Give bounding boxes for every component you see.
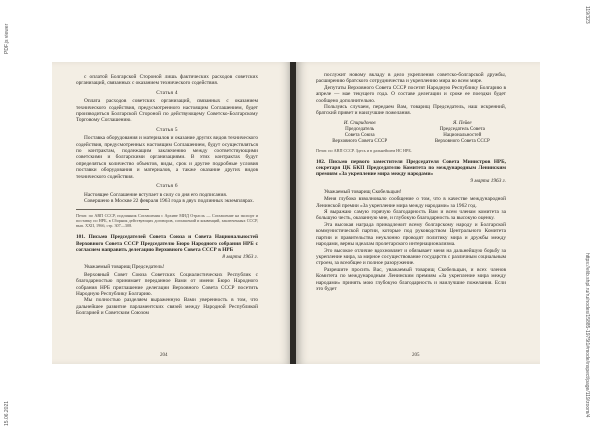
signature-block [316, 121, 506, 145]
left-page-text [76, 74, 258, 317]
footnote: Печат. по АВП СССР. Здесь и в дальнейшем НС НРБ. [316, 147, 412, 153]
signer-role: Совета Союза [344, 132, 375, 138]
paragraph: Верховный Совет Союза Советских Социалистических Республик с благодарностью принимает переданное Вами от имени Бюро Народного собрания НРБ приглашение делегации Верховного Совета СССР посетить Народную Республику Болгарию. [76, 271, 258, 297]
signer-name: Я. Пейве [453, 120, 472, 126]
book-spread [52, 62, 540, 364]
paragraph: Совершено в Москве 22 февраля 1963 года в двух подлинных экземплярах. [84, 197, 254, 204]
signature-left [316, 121, 403, 145]
source-url-margin[interactable]: https://elib.shpl.ru/ru/nodes/15885-1975t1#mode/inspect/page/119/zoom/4 [584, 253, 590, 418]
paragraph: Это высокое отличие вдохновляет и обязывает меня на дальнейшую борьбу за укрепление мира, за мирное сосуществование государств с различным социальным строем, за всеобщее и полное разоружение. [316, 247, 506, 267]
document-date: 8 марта 1963 г. [222, 253, 258, 260]
paragraph: Оплата расходов советских организаций, связанных с оказанием технического содействия, предусмотренного настоящим Соглашением, будет производиться Болгарской Стороной по действующему Советско-Болгарскому Торговому Соглашению. [76, 98, 258, 124]
article-heading: Статья 6 [156, 183, 178, 190]
paragraph: Настоящее Соглашение вступает в силу со дня его подписания. [84, 191, 228, 198]
signature-right [419, 121, 506, 145]
left-page [52, 62, 292, 364]
right-page-text [316, 72, 506, 292]
right-page [296, 62, 540, 364]
signer-role: Председатель [345, 126, 375, 132]
paragraph: Я выражаю самую горячую благодарность Вам и всем членам комитета за большую честь, оказанную мне, и глубокую благодарность за высокую оценку. [316, 209, 506, 222]
paragraph: Эта высокая награда принадлежит всему болгарскому народу и Болгарской коммунистической партии, которые под руководством Центрального Комитета партии и правительства неуклонно проводят политику мира и дружбы между народами, верны идеалам пролетарского интернационализма. [316, 221, 506, 248]
page-counter-margin: 119/323 [584, 6, 590, 24]
greeting: Уважаемый товарищ Председатель! [84, 264, 165, 271]
paragraph: с оплатой Болгарской Стороной лишь фактических расходов советских организаций, связанных с оказанием технического содействия. [76, 74, 258, 87]
paragraph: Поставка оборудования и материалов и оказание других видов технического содействия, предусмотренных настоящим Соглашением, будут осуществляться по контрактам, подлежащим заключению между соответствующими советскими и болгарскими организациями. В этих контрактах будут определяться количество объектов, виды, срок и другие подробные условия поставки оборудования и материалов, а также оказание других видов технического содействия. [76, 135, 258, 180]
paragraph: Разрешите просить Вас, уважаемый товарищ Скобельцын, и всех членов Комитета по международным Ленинским премиям «За укрепление мира между народами» принять мою глубокую благодарность и наилучшие пожелания. Если это будет [316, 266, 506, 292]
signer-role: Верховного Совета СССР [434, 138, 490, 144]
print-date-margin: 15.06.2021 [4, 400, 10, 426]
signer-role: Председатель Совета [439, 126, 485, 132]
paragraph: Меня глубоко взволновало сообщение о том, что в качестве международной Ленинской премии «За укрепление мира между народами» за 1962 год. [316, 196, 506, 209]
paragraph: послужит новому вкладу в дело укрепления советско-болгарской дружбы, расширению братского сотрудничества и укреплению мира во всем мире. [316, 72, 506, 85]
document-title: 102. Письмо первого заместителя Председателя Совета Министров НРБ, секретаря ЦК БКП Председателю Комитета по международным Ленинским премиям «За укрепление мира между народами» [316, 158, 506, 178]
signer-name: И. Спиридонов [343, 120, 376, 126]
footnote-divider [76, 209, 149, 210]
footnote: Печат. по АВП СССР, подлинник Соглашения с Архиве МИД Отрасль — Соглашение на экспорт и поставку по НРБ, в Сборник действующих договоров, соглашений и конвенций, заключенных СССР, вып. XXII, 1966, стр. 307—308. [76, 213, 258, 229]
page-number: 204 [160, 353, 168, 358]
paragraph: Пользуясь случаем, передаем Вам, товарищ Председатель, наш искренний, братский привет и наилучшие пожелания. [316, 104, 506, 117]
document-title: 101. Письмо Председателей Совета Союза и Совета Национальностей Верховного Совета СССР Председателю Бюро Народного собрания НРБ с согласием направить делегацию Верховного Совета СССР в НРБ [76, 234, 258, 253]
article-heading: Статья 4 [156, 89, 178, 96]
viewer-title-margin: PDF.js viewer [4, 23, 10, 54]
paragraph: Депутаты Верховного Совета СССР посетят Народную Республику Болгарию в апреле — мае текущего года. О составе делегации и сроке ее поездки будет сообщено дополнительно. [316, 84, 506, 104]
article-heading: Статья 5 [156, 126, 178, 133]
signer-role: Верховного Совета СССР [332, 138, 388, 144]
document-date: 9 марта 1963 г. [470, 178, 506, 185]
signer-role: Национальностей [443, 132, 482, 138]
paragraph: Мы полностью разделяем выраженную Вами уверенность в том, что дальнейшее развитие парламентских связей между Народной Республикой Болгарией и Советским Союзом [76, 297, 258, 317]
greeting: Уважаемый товарищ Скобельцын! [324, 188, 402, 195]
page-number: 205 [412, 353, 420, 358]
